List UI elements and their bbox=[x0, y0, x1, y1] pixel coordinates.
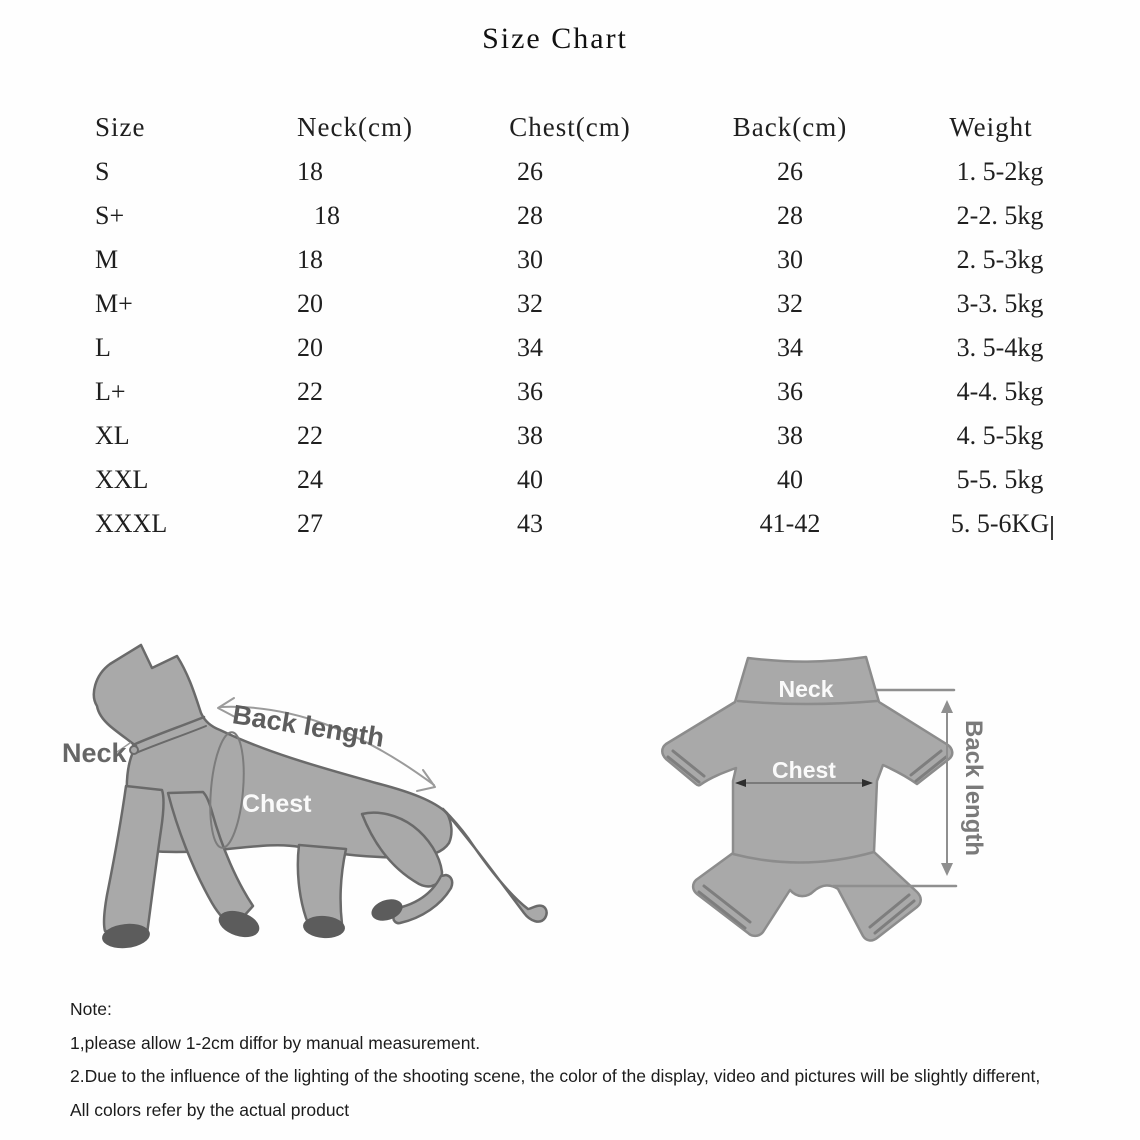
cell-chest: 40 bbox=[517, 465, 543, 494]
garment-back-length-label: Back length bbox=[960, 719, 987, 857]
measurement-diagrams bbox=[0, 630, 1140, 980]
garment-neck-label: Neck bbox=[778, 676, 834, 702]
text-cursor-artifact bbox=[1051, 516, 1053, 540]
cell-back: 41-42 bbox=[759, 509, 821, 538]
cell-weight: 5-5. 5kg bbox=[956, 465, 1044, 494]
cell-neck: 18 bbox=[297, 157, 323, 186]
table-row bbox=[0, 238, 1140, 282]
size-table-header bbox=[0, 104, 1140, 150]
cat-collar-ring bbox=[130, 746, 138, 754]
cat-illustration bbox=[62, 645, 547, 950]
cell-back: 34 bbox=[777, 333, 803, 362]
cell-neck: 27 bbox=[297, 509, 323, 538]
cell-chest: 43 bbox=[517, 509, 543, 538]
cell-size: M+ bbox=[95, 289, 133, 318]
cell-chest: 38 bbox=[517, 421, 543, 450]
cell-neck: 20 bbox=[297, 333, 323, 362]
cell-weight: 2-2. 5kg bbox=[956, 201, 1044, 230]
cell-weight: 5. 5-6KG bbox=[950, 509, 1050, 538]
cat-neck-label: Neck bbox=[62, 738, 127, 768]
page-title: Size Chart bbox=[482, 22, 628, 55]
size-table-rows bbox=[0, 150, 1140, 546]
notes-section bbox=[70, 999, 1135, 1133]
arrowhead-icon bbox=[941, 700, 953, 713]
header-chest: Chest(cm) bbox=[509, 111, 631, 142]
header-size: Size bbox=[95, 111, 146, 142]
cell-size: XXL bbox=[95, 465, 149, 494]
garment-chest-label: Chest bbox=[772, 757, 836, 783]
table-row bbox=[0, 282, 1140, 326]
garment-illustration bbox=[662, 657, 987, 940]
note-line: All colors refer by the actual product bbox=[70, 1099, 350, 1120]
cell-back: 40 bbox=[777, 465, 803, 494]
table-row bbox=[0, 370, 1140, 414]
note-line: 2.Due to the influence of the lighting of the shooting scene, the color of the display, video and pictures will be slightly different, bbox=[70, 1066, 1041, 1086]
cell-size: S bbox=[95, 157, 110, 186]
cell-neck: 20 bbox=[297, 289, 323, 318]
cell-back: 26 bbox=[777, 157, 803, 186]
cat-tail-shape bbox=[443, 809, 547, 922]
cat-back-length-label: Back length bbox=[230, 699, 387, 753]
cell-chest: 34 bbox=[517, 333, 543, 362]
table-row bbox=[0, 194, 1140, 238]
table-row bbox=[0, 458, 1140, 502]
note-line: 1,please allow 1-2cm diffor by manual measurement. bbox=[70, 1032, 481, 1053]
cell-weight: 3-3. 5kg bbox=[956, 289, 1044, 318]
arrowhead-icon bbox=[941, 863, 953, 876]
notes-heading: Note: bbox=[70, 999, 112, 1019]
cat-front-leg-shape bbox=[104, 786, 163, 934]
cell-size: XXXL bbox=[95, 509, 168, 538]
cell-chest: 36 bbox=[517, 377, 543, 406]
header-neck: Neck(cm) bbox=[297, 111, 413, 142]
cell-chest: 26 bbox=[517, 157, 543, 186]
cell-size: L+ bbox=[95, 377, 126, 406]
cell-back: 32 bbox=[777, 289, 803, 318]
cell-size: M bbox=[95, 245, 119, 274]
cell-weight: 2. 5-3kg bbox=[956, 245, 1044, 274]
cell-chest: 28 bbox=[517, 201, 543, 230]
arrowhead-icon bbox=[417, 770, 435, 791]
cell-weight: 1. 5-2kg bbox=[956, 157, 1044, 186]
table-row bbox=[0, 502, 1140, 546]
cell-neck: 22 bbox=[297, 421, 323, 450]
cell-size: XL bbox=[95, 421, 130, 450]
cell-weight: 3. 5-4kg bbox=[956, 333, 1044, 362]
cell-back: 30 bbox=[777, 245, 803, 274]
cell-neck: 24 bbox=[297, 465, 323, 494]
header-back: Back(cm) bbox=[732, 111, 848, 142]
cell-size: S+ bbox=[95, 201, 125, 230]
cell-weight: 4. 5-5kg bbox=[956, 421, 1044, 450]
cell-back: 28 bbox=[777, 201, 803, 230]
cell-chest: 32 bbox=[517, 289, 543, 318]
cell-neck: 18 bbox=[297, 245, 323, 274]
cat-chest-label: Chest bbox=[242, 790, 312, 818]
size-table bbox=[0, 104, 1140, 546]
table-row bbox=[0, 326, 1140, 370]
table-row bbox=[0, 414, 1140, 458]
header-weight: Weight bbox=[949, 111, 1033, 142]
cell-weight: 4-4. 5kg bbox=[956, 377, 1044, 406]
cell-neck: 18 bbox=[314, 201, 340, 230]
cell-back: 36 bbox=[777, 377, 803, 406]
cell-size: L bbox=[95, 333, 111, 362]
cell-back: 38 bbox=[777, 421, 803, 450]
cell-neck: 22 bbox=[297, 377, 323, 406]
table-row bbox=[0, 150, 1140, 194]
cell-chest: 30 bbox=[517, 245, 543, 274]
